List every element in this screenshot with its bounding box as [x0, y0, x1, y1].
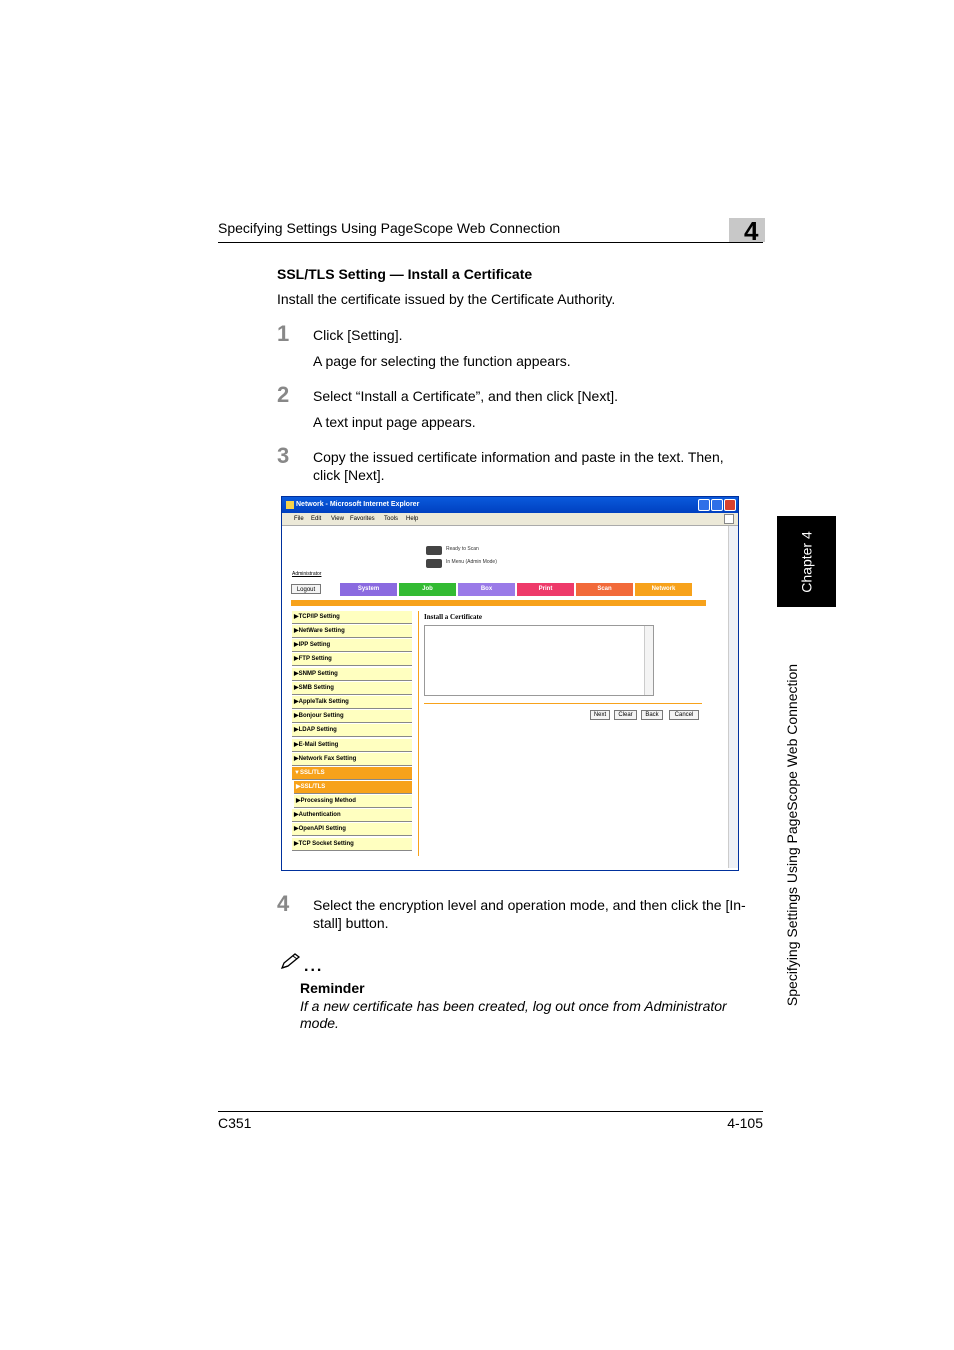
ie-icon	[286, 501, 294, 509]
network-bar	[291, 600, 706, 606]
footer-model: C351	[218, 1115, 252, 1131]
menu-help[interactable]: Help	[406, 516, 419, 522]
window-titlebar	[282, 497, 738, 513]
reminder-text-line: If a new certificate has been created, log out once from Administrator	[300, 998, 727, 1014]
menu-item[interactable]: ▶Bonjour Setting	[292, 710, 412, 723]
menu-edit[interactable]: Edit	[311, 516, 322, 522]
menu-item[interactable]: ▶TCP/IP Setting	[292, 611, 412, 624]
content-rule	[424, 703, 702, 704]
tab-print[interactable]: Print	[517, 583, 574, 596]
content-title: Install a Certificate	[424, 613, 482, 621]
footer-rule	[218, 1111, 763, 1112]
menu-file[interactable]: File	[294, 516, 304, 522]
close-icon[interactable]	[724, 499, 736, 511]
step-text-line: click [Next].	[313, 467, 385, 483]
printer-icon	[426, 559, 442, 568]
step-number: 2	[277, 382, 290, 407]
step-text-line: stall] button.	[313, 915, 389, 931]
chapter-side-tab-label: Chapter 4	[798, 530, 815, 593]
menu-item[interactable]: ▶SNMP Setting	[292, 668, 412, 681]
menu-item[interactable]: ▶AppleTalk Setting	[292, 696, 412, 709]
menu-item[interactable]: ▶Network Fax Setting	[292, 753, 412, 766]
menu-item[interactable]: ▶E-Mail Setting	[292, 739, 412, 752]
section-title: SSL/TLS Setting — Install a Certificate	[277, 266, 533, 282]
menu-item[interactable]: ▶FTP Setting	[292, 653, 412, 666]
menu-item[interactable]: ▶OpenAPI Setting	[292, 823, 412, 836]
step-result: A page for selecting the function appears.	[313, 353, 571, 369]
menu-item[interactable]: ▶TCP Socket Setting	[292, 838, 412, 851]
menu-tools[interactable]: Tools	[384, 516, 399, 522]
tab-job[interactable]: Job	[399, 583, 456, 596]
menu-divider	[418, 611, 419, 856]
step-text-line: Select the encryption level and operation mode, and then click the [In-	[313, 897, 746, 913]
tab-box[interactable]: Box	[458, 583, 515, 596]
reminder-title: Reminder	[300, 980, 365, 996]
admin-label: Administrator	[292, 571, 322, 577]
menu-item[interactable]: ▶Authentication	[292, 809, 412, 822]
step-result: A text input page appears.	[313, 414, 476, 430]
step-text-line: Copy the issued certificate information and paste in the text. Then,	[313, 449, 724, 465]
reminder-text-line: mode.	[300, 1015, 339, 1031]
menu-item-ssl-tls[interactable]: ▼SSL/TLS	[292, 767, 412, 780]
section-intro: Install the certificate issued by the Certificate Authority.	[277, 291, 616, 307]
cancel-button[interactable]: Cancel	[669, 710, 699, 720]
tab-system[interactable]: System	[340, 583, 397, 596]
status-ready: Ready to Scan	[446, 546, 479, 552]
windows-flag-icon	[724, 514, 734, 524]
next-button[interactable]: Next	[590, 710, 610, 720]
tab-network[interactable]: Network	[635, 583, 692, 596]
status-mode: In Menu (Admin Mode)	[446, 559, 497, 565]
certificate-textarea[interactable]	[424, 625, 654, 696]
maximize-icon[interactable]	[711, 499, 723, 511]
reminder-dots: ...	[304, 958, 324, 975]
chapter-side-tab-label-box	[777, 516, 836, 607]
menu-subitem[interactable]: ▶Processing Method	[294, 795, 412, 808]
section-side-label-box	[762, 640, 822, 1030]
menu-item[interactable]: ▶LDAP Setting	[292, 724, 412, 737]
clear-button[interactable]: Clear	[614, 710, 637, 720]
header-rule	[218, 242, 763, 243]
menu-view[interactable]: View	[331, 516, 344, 522]
printer-icon	[426, 546, 442, 555]
menu-subitem-ssl-tls[interactable]: ▶SSL/TLS	[294, 781, 412, 794]
step-text: Select “Install a Certificate”, and then click [Next].	[313, 388, 619, 404]
step-number: 1	[277, 321, 290, 346]
running-header: Specifying Settings Using PageScope Web Connection	[218, 220, 561, 236]
window-title: Network - Microsoft Internet Explorer	[296, 501, 420, 508]
menu-favorites[interactable]: Favorites	[350, 516, 375, 522]
textarea-scrollbar[interactable]	[644, 626, 653, 695]
chapter-number: 4	[744, 216, 759, 246]
footer-page-number: 4-105	[727, 1115, 763, 1131]
pencil-note-icon	[280, 952, 302, 972]
menu-item[interactable]: ▶IPP Setting	[292, 639, 412, 652]
step-number: 4	[277, 891, 290, 916]
step-text: Click [Setting].	[313, 327, 403, 343]
menu-item[interactable]: ▶NetWare Setting	[292, 625, 412, 638]
logout-button[interactable]: Logout	[291, 584, 321, 594]
step-number: 3	[277, 443, 290, 468]
browser-screenshot	[281, 496, 739, 871]
back-button[interactable]: Back	[641, 710, 663, 720]
browser-menubar	[282, 513, 738, 526]
section-side-label: Specifying Settings Using PageScope Web Connection	[784, 663, 800, 1007]
tab-scan[interactable]: Scan	[576, 583, 633, 596]
minimize-icon[interactable]	[698, 499, 710, 511]
web-content	[284, 526, 726, 868]
menu-item[interactable]: ▶SMB Setting	[292, 682, 412, 695]
browser-scrollbar[interactable]	[728, 526, 738, 868]
